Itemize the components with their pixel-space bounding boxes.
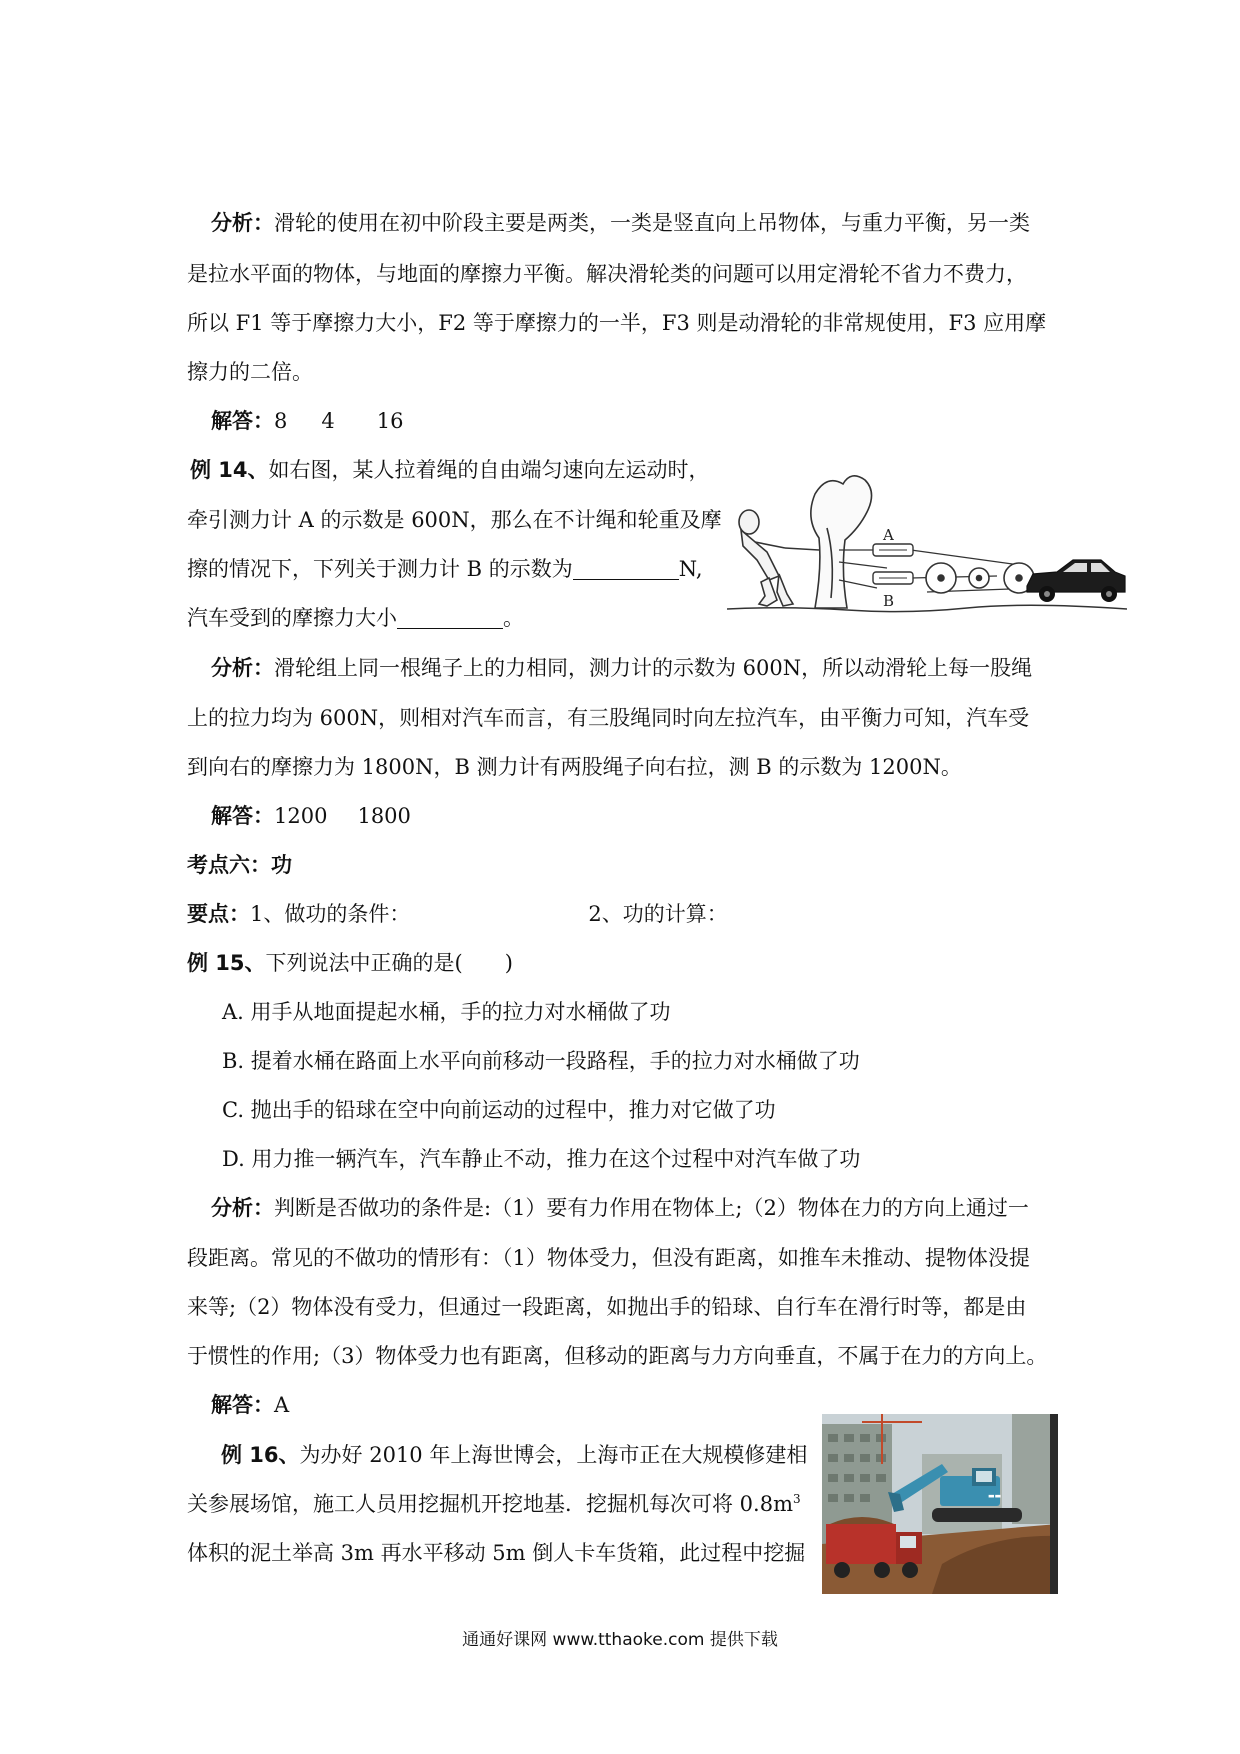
example-16-text: 关参展场馆，施工人员用挖掘机开挖地基．挖掘机每次可将 0.8m xyxy=(187,1492,793,1516)
analysis-line: 所以 F1 等于摩擦力大小，F2 等于摩擦力的一半，F3 则是动滑轮的非常规使用，F3 应用摩 xyxy=(187,311,1047,335)
excavator-photo xyxy=(822,1414,1058,1594)
example-16-label: 例 16、 xyxy=(221,1443,300,1467)
answer-value: 1800 xyxy=(357,804,411,828)
analysis-line: 段距离。常见的不做功的情形有：（1）物体受力，但没有距离，如推车未推动、提物体没提 xyxy=(187,1246,1030,1270)
example-16-line: 体积的泥土举高 3m 再水平移动 5m 倒人卡车货箱，此过程中挖掘 xyxy=(187,1541,806,1565)
answer-label: 解答： xyxy=(211,1393,274,1417)
analysis-label: 分析： xyxy=(211,656,274,680)
topic-heading xyxy=(187,852,292,878)
answer-line xyxy=(211,1392,289,1418)
label-b: B xyxy=(883,592,895,610)
keypoints-line xyxy=(187,901,728,927)
label-a: A xyxy=(883,526,894,544)
example-14-text: 汽车受到的摩擦力大小 xyxy=(187,606,397,630)
example-15-line xyxy=(187,950,513,976)
analysis-line: 到向右的摩擦力为 1800N，B 测力计有两股绳子向右拉，测 B 的示数为 1200N。 xyxy=(187,755,962,779)
spring-scale-b xyxy=(873,572,913,584)
option-b: B. 提着水桶在路面上水平向前移动一段路程，手的拉力对水桶做了功 xyxy=(222,1049,860,1073)
analysis-line: 来等;（2）物体没有受力，但通过一段距离，如抛出手的铅球、自行车在滑行时等，都是由 xyxy=(187,1295,1027,1319)
svg-text:▬▬: ▬▬ xyxy=(988,1492,1002,1500)
example-14-text: 擦的情况下，下列关于测力计 B 的示数为 xyxy=(187,557,573,581)
example-14-line xyxy=(187,605,524,631)
topic-title: 功 xyxy=(271,853,292,877)
option-a: A. 用手从地面提起水桶，手的拉力对水桶做了功 xyxy=(222,1000,671,1024)
analysis-text: 判断是否做功的条件是:（1）要有力作用在物体上;（2）物体在力的方向上通过一 xyxy=(274,1196,1029,1220)
answer-blank[interactable] xyxy=(573,557,679,580)
example-14-text: N, xyxy=(678,557,703,581)
example-14-text: 如右图，某人拉着绳的自由端匀速向左运动时， xyxy=(268,458,710,482)
example-16-text: 为办好 2010 年上海世博会，上海市正在大规模修建相 xyxy=(299,1443,808,1467)
answer-value: 4 xyxy=(321,409,335,433)
keypoint-item: 2、功的计算： xyxy=(588,902,728,926)
answer-label: 解答： xyxy=(211,804,274,828)
analysis-text: 滑轮组上同一根绳子上的力相同，测力计的示数为 600N，所以动滑轮上每一股绳 xyxy=(274,656,1033,680)
answer-line xyxy=(211,803,411,829)
example-16-line xyxy=(221,1442,807,1468)
analysis-line xyxy=(211,655,1032,681)
keypoints-label: 要点： xyxy=(187,902,250,926)
analysis-line xyxy=(211,1195,1029,1221)
example-14-label: 例 14、 xyxy=(190,458,269,482)
topic-label: 考点六： xyxy=(187,853,271,877)
answer-value: A xyxy=(274,1393,290,1417)
pulleys xyxy=(926,563,1034,593)
analysis-line xyxy=(211,210,1030,236)
example-14-line: 牵引测力计 A 的示数是 600N，那么在不计绳和轮重及摩 xyxy=(187,508,722,532)
answer-value: 1200 xyxy=(274,804,328,828)
spring-scale-a xyxy=(873,544,913,556)
answer-line xyxy=(211,408,403,434)
pulley-car-figure xyxy=(727,468,1127,618)
answer-blank[interactable] xyxy=(397,606,503,629)
keypoint-item: 1、做功的条件： xyxy=(250,902,411,926)
example-14-line xyxy=(190,457,710,483)
analysis-line: 上的拉力均为 600N，则相对汽车而言，有三股绳同时向左拉汽车，由平衡力可知，汽车受 xyxy=(187,706,1030,730)
analysis-line: 擦力的二倍。 xyxy=(187,360,313,384)
analysis-line: 是拉水平面的物体，与地面的摩擦力平衡。解决滑轮类的问题可以用定滑轮不省力不费力， xyxy=(187,262,1027,286)
answer-label: 解答： xyxy=(211,409,274,433)
example-15-question: 下列说法中正确的是( ) xyxy=(265,951,513,975)
option-c: C. 抛出手的铅球在空中向前运动的过程中，推力对它做了功 xyxy=(222,1098,776,1122)
example-14-text: 。 xyxy=(503,606,524,630)
answer-value: 8 xyxy=(274,409,288,433)
analysis-text: 滑轮的使用在初中阶段主要是两类，一类是竖直向上吊物体，与重力平衡，另一类 xyxy=(274,211,1030,235)
analysis-label: 分析： xyxy=(211,1196,274,1220)
example-14-line xyxy=(187,556,703,582)
footer: 通通好课网 www.tthaoke.com 提供下载 xyxy=(462,1630,778,1650)
answer-value: 16 xyxy=(376,409,404,433)
option-d: D. 用力推一辆汽车，汽车静止不动，推力在这个过程中对汽车做了功 xyxy=(222,1147,861,1171)
example-15-label: 例 15、 xyxy=(187,951,266,975)
analysis-line: 于惯性的作用;（3）物体受力也有距离，但移动的距离与力方向垂直，不属于在力的方向上。 xyxy=(187,1344,1048,1368)
analysis-label: 分析： xyxy=(211,211,274,235)
superscript: 3 xyxy=(792,1492,801,1506)
example-16-line xyxy=(187,1491,801,1517)
